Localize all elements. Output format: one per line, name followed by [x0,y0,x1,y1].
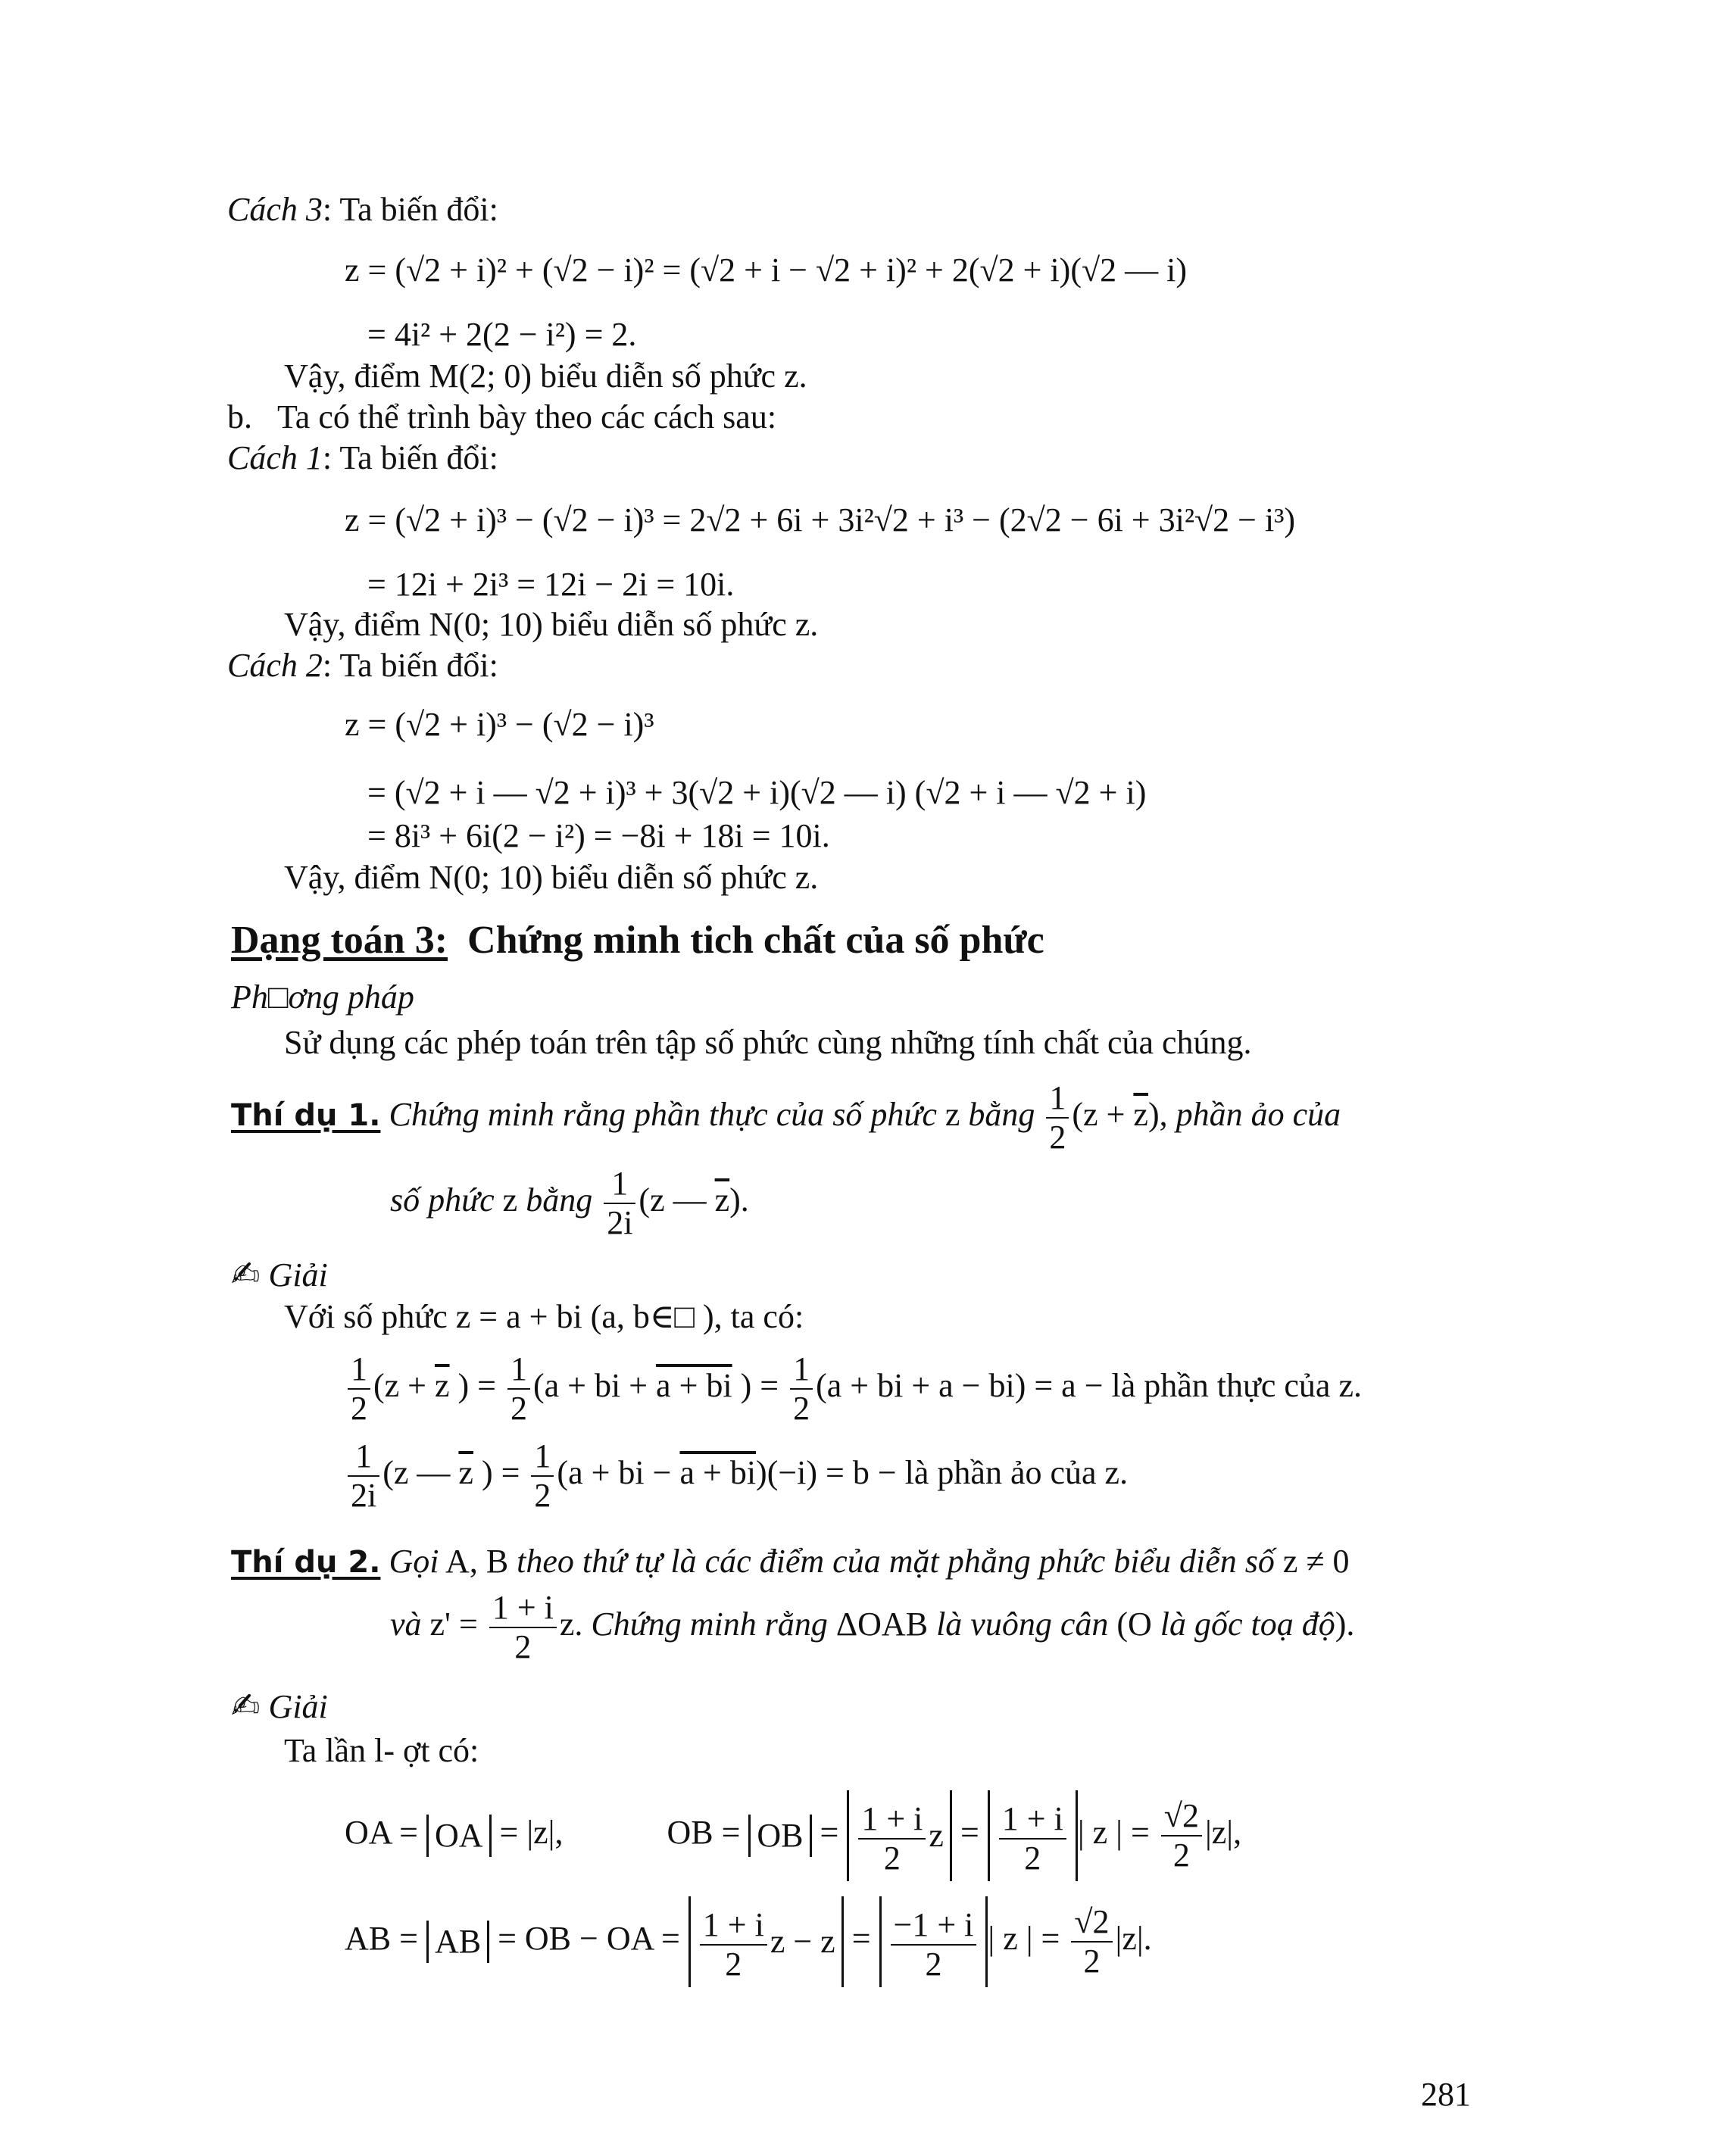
ex2-text-b: A, B [445,1543,509,1580]
ex1-text-b: bằng [968,1096,1035,1134]
s4-eq1: z = (√2 + i)³ − (√2 − i)³ [345,706,654,743]
ex2-text-m: ). [1335,1606,1355,1643]
s3-cach: Cách 1 [227,439,323,476]
ex2-text-f: z' = [429,1606,478,1643]
frac-num: 1 [790,1350,813,1390]
page-number: 281 [1421,2076,1471,2113]
ex2-text-l: là gốc toạ độ [1160,1606,1335,1643]
sol1-r1c: (a + bi + [533,1367,648,1404]
s4-conclusion: Vậy, điểm N(0; 10) biểu diễn số phức z. [284,859,819,896]
heading-label: Dạng toán 3: [231,919,448,962]
sol2-row1 [345,1787,1241,1878]
eq-sign: = [960,1814,979,1851]
abs-ab [426,1921,489,1963]
ex2-text-a: Gọi [389,1543,439,1580]
ex1-label: Thí dụ 1. [231,1098,381,1134]
ex1-text-f: số phức [390,1181,495,1219]
frac-num: 1 + i [999,1800,1066,1840]
s4-cach: Cách 2 [227,647,323,684]
frac-den: 2 [793,1389,810,1427]
ex2-text-h: Chứng minh rằng [591,1606,828,1643]
s1-title-line [227,189,498,230]
sol1-giai: Giải [268,1256,328,1294]
frac-den: 2 [925,1945,942,1983]
section-heading [231,920,1044,961]
ab-lhs: AB = [345,1920,418,1957]
ex2-text-d: z ≠ 0 [1282,1543,1350,1580]
frac-num: √2 [1071,1903,1112,1943]
sol1-giai-line [231,1253,328,1296]
sqrt2-fraction [1161,1797,1202,1874]
fraction-half [507,1350,530,1428]
frac-num: 1 [1046,1079,1069,1119]
s2-text: Ta có thể trình bày theo các cách sau: [277,398,777,435]
s3-intro: : Ta biến đổi: [322,439,498,476]
ex2-text-i: ΔOAB [835,1606,929,1643]
ex2-line2 [390,1583,1354,1666]
pen-icon: ✍ [231,1253,261,1294]
vec-ob: OB [757,1816,804,1854]
frac-num: 1 [507,1350,530,1390]
ex2-label: Thí dụ 2. [231,1545,381,1580]
sol1-zbar2: $\overline{z}$ [458,1454,473,1491]
ex1-half-fraction [1046,1079,1069,1156]
eq-sign: = [851,1920,871,1957]
fraction-half [531,1437,554,1515]
s2-label: b. [227,398,252,435]
abs-fraction-neg [879,1896,988,1987]
heading-title: Chứng minh tich chất của số phức [467,919,1044,962]
s3-conclusion: Vậy, điểm N(0; 10) biểu diễn số phức z. [284,606,819,643]
frac-den: 2i [351,1476,377,1514]
frac-den: 2 [510,1389,527,1427]
ex2-text-c: theo thứ tự là các điểm của mặt phẳng phức biểu diễn số [517,1543,1275,1580]
vec-diff: OB − OA [524,1920,653,1957]
pen-icon: ✍ [231,1685,261,1726]
s2-line [227,397,776,438]
eq-sign: = [1041,1920,1060,1957]
ex1-zbar2: $\overline{z}$ [714,1181,730,1219]
frac-num: 1 + i [858,1800,926,1840]
ex1-zbar: $\overline{z}$ [1133,1096,1148,1134]
fraction [858,1800,926,1877]
eq-sign: = [660,1920,680,1957]
tail1: |z|, [1204,1814,1242,1851]
sol1-r2c: (a + bi − [557,1454,672,1491]
eq-sign: = [820,1814,839,1851]
abs-oa [426,1815,492,1857]
frac-den: 2 [1049,1119,1066,1156]
s1-eq1: z = (√2 + i)² + (√2 − i)² = (√2 + i − √2 + i)² + 2(√2 + i)(√2 — i) [345,251,1188,289]
eq-sign: = [498,1920,517,1957]
s4-eq2: = (√2 + i — √2 + i)³ + 3(√2 + i)(√2 — i) (√2 + i — √2 + i) [367,774,1147,811]
frac-den: 2i [607,1203,633,1241]
sol2-giai-line [231,1685,328,1727]
fraction [999,1800,1066,1877]
s3-title-line [227,438,498,479]
eq-sign: = [1130,1814,1150,1851]
sol2-giai: Giải [268,1688,328,1725]
frac-num: −1 + i [891,1906,977,1946]
sol1-r2b: ) = [481,1454,520,1491]
frac-den: 2 [1083,1942,1101,1980]
sqrt2-fraction [1071,1903,1112,1980]
ex2-text-e: và [390,1606,422,1643]
sol1-conj: a + bi [656,1367,732,1404]
sol1-intro: Với số phức z = a + bi (a, b∈□ ), ta có: [284,1298,804,1335]
sol1-row1 [345,1344,1362,1428]
ex1-text-i: ). [729,1181,749,1219]
z-var: z [929,1816,944,1854]
ex1-text-d: ), [1147,1096,1168,1134]
method-text: Sử dụng các phép toán trên tập số phức cùng những tính chất của chúng. [284,1024,1252,1061]
vec-ab: AB [434,1922,482,1960]
abs-fraction [988,1790,1078,1881]
tail2: |z|. [1115,1920,1152,1957]
fraction [891,1906,977,1983]
frac-num: 1 [604,1165,635,1204]
sol1-row2 [345,1431,1128,1515]
s1-intro: : Ta biến đổi: [322,191,498,228]
ex1-text-c: (z + [1072,1096,1126,1134]
sol1-r2a: (z — [382,1454,451,1491]
s1-cach: Cách 3 [227,191,323,228]
abs-z: | z | [1077,1814,1122,1851]
oa-rhs: = |z|, [499,1814,564,1851]
s4-eq3: = 8i³ + 6i(2 − i²) = −8i + 18i = 10i. [367,817,830,854]
abs-fraction-z [847,1790,952,1881]
frac-den: 2 [534,1476,551,1514]
ex1-line2 [390,1159,749,1242]
ex1-z2: z [502,1181,518,1219]
sol1-zbar: $\overline{z}$ [435,1367,450,1404]
fraction [700,1906,767,1983]
ex1-inv-fraction [604,1165,635,1242]
ex2-text-k: (O [1116,1606,1152,1643]
oa-lhs: OA = [345,1814,418,1851]
z-minus-z: z − z [770,1922,835,1960]
method-label: Ph□ơng pháp [231,978,414,1016]
frac-num: 1 [348,1350,370,1390]
sol1-r1d: ) = [740,1367,779,1404]
vec-oa: OA [434,1816,483,1854]
frac-num: 1 [531,1437,554,1477]
ex1-z: z [944,1096,960,1134]
sol2-row2 [345,1893,1152,1984]
fraction-half [348,1350,370,1428]
s1-eq2: = 4i² + 2(2 − i²) = 2. [367,316,637,353]
ex1-line1 [231,1079,1341,1156]
fraction-half [790,1350,813,1428]
ex1-text-g: bằng [526,1181,593,1219]
ex2-fraction [489,1589,557,1666]
sol1-r2d: )(−i) = b − là phần ảo của z. [756,1454,1129,1491]
s4-title-line [227,645,498,686]
ex2-line1 [231,1541,1350,1583]
frac-den: 2 [514,1627,532,1665]
ex1-text-a: Chứng minh rằng phần thực của số phức [389,1096,937,1134]
ex1-text-h: (z — [639,1181,707,1219]
frac-den: 2 [1024,1839,1041,1877]
frac-den: 2 [1172,1836,1190,1874]
ex2-text-j: là vuông cân [936,1606,1109,1643]
sol1-r1e: (a + bi + a − bi) = a − là phần thực của z. [816,1367,1362,1404]
frac-num: 1 [348,1437,379,1477]
frac-den: 2 [725,1945,742,1983]
frac-num: 1 + i [700,1906,767,1946]
frac-num: 1 + i [489,1589,557,1628]
ex2-text-g: z. [559,1606,583,1643]
abs-z: | z | [988,1920,1033,1957]
ob-lhs: OB = [667,1814,741,1851]
s3-eq2: = 12i + 2i³ = 12i − 2i = 10i. [367,566,735,603]
fraction-inv [348,1437,379,1515]
abs-fraction-zz [688,1896,844,1987]
sol1-r1a: (z + [373,1367,426,1404]
s3-eq1: z = (√2 + i)³ − (√2 − i)³ = 2√2 + 6i + 3i²√2 + i³ − (2√2 − 6i + 3i²√2 − i³) [345,501,1296,538]
ex1-text-e: phần ảo của [1176,1096,1341,1134]
sol1-conj2: a + bi [679,1454,757,1491]
s4-intro: : Ta biến đổi: [322,647,498,684]
sol1-r1b: ) = [457,1367,496,1404]
abs-ob [748,1815,811,1857]
frac-den: 2 [351,1389,367,1427]
frac-num: √2 [1161,1797,1202,1836]
sol2-intro: Ta lần l- ợt có: [284,1732,479,1769]
s1-conclusion: Vậy, điểm M(2; 0) biểu diễn số phức z. [284,357,807,395]
frac-den: 2 [883,1839,901,1877]
